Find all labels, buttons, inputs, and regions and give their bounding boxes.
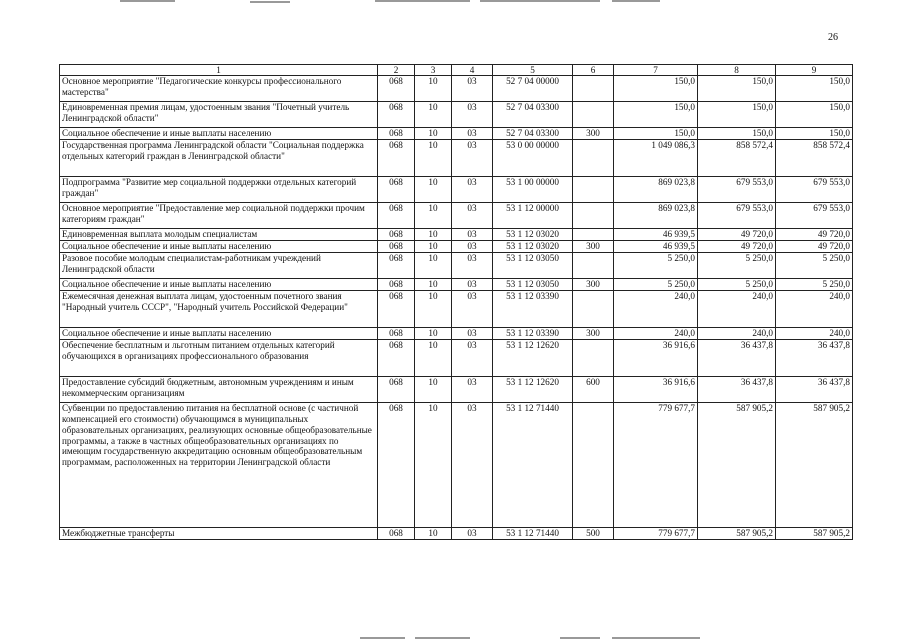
- cell-amount-year1: 1 049 086,3: [614, 140, 698, 177]
- cell-expense-type: 600: [573, 377, 614, 403]
- row-name: Социальное обеспечение и иные выплаты населению: [60, 241, 378, 253]
- row-name: Социальное обеспечение и иные выплаты населению: [60, 128, 378, 140]
- cell-amount-year2: 49 720,0: [698, 241, 776, 253]
- column-header: 5: [493, 65, 573, 76]
- cell-code-section: 10: [415, 291, 452, 328]
- cell-amount-year2: 240,0: [698, 291, 776, 328]
- cell-amount-year1: 5 250,0: [614, 253, 698, 279]
- cell-code-section: 10: [415, 340, 452, 377]
- cell-code-ministry: 068: [378, 253, 415, 279]
- cell-target-article: 53 0 00 00000: [493, 140, 573, 177]
- cell-target-article: 53 1 12 12620: [493, 340, 573, 377]
- column-header: 1: [60, 65, 378, 76]
- cell-amount-year3: 240,0: [776, 291, 853, 328]
- row-name: Разовое пособие молодым специалистам-работникам учреждений Ленинградской области: [60, 253, 378, 279]
- cell-target-article: 53 1 00 00000: [493, 177, 573, 203]
- page-number: 26: [828, 32, 838, 43]
- cell-code-subsection: 03: [452, 528, 493, 540]
- row-name: Межбюджетные трансферты: [60, 528, 378, 540]
- cell-code-subsection: 03: [452, 241, 493, 253]
- cell-expense-type: [573, 253, 614, 279]
- cell-code-subsection: 03: [452, 403, 493, 528]
- cell-amount-year1: 240,0: [614, 291, 698, 328]
- cell-code-section: 10: [415, 229, 452, 241]
- table-row: [60, 128, 853, 140]
- cell-code-subsection: 03: [452, 253, 493, 279]
- cell-target-article: 53 1 12 03390: [493, 291, 573, 328]
- column-header: 4: [452, 65, 493, 76]
- cell-code-section: 10: [415, 128, 452, 140]
- cell-target-article: 53 1 12 12620: [493, 377, 573, 403]
- row-name: Социальное обеспечение и иные выплаты населению: [60, 279, 378, 291]
- cell-code-ministry: 068: [378, 102, 415, 128]
- cell-amount-year2: 587 905,2: [698, 528, 776, 540]
- table-row: [60, 253, 853, 279]
- cell-code-section: 10: [415, 241, 452, 253]
- cell-code-ministry: 068: [378, 328, 415, 340]
- cell-code-ministry: 068: [378, 229, 415, 241]
- table-row: [60, 528, 853, 540]
- cell-code-subsection: 03: [452, 291, 493, 328]
- table-row: [60, 403, 853, 528]
- cell-expense-type: [573, 140, 614, 177]
- cell-amount-year1: 46 939,5: [614, 241, 698, 253]
- cell-target-article: 52 7 04 03300: [493, 102, 573, 128]
- cell-amount-year2: 240,0: [698, 328, 776, 340]
- cell-amount-year3: 5 250,0: [776, 253, 853, 279]
- cell-target-article: 52 7 04 03300: [493, 128, 573, 140]
- cell-code-subsection: 03: [452, 229, 493, 241]
- table-row: [60, 140, 853, 177]
- row-name: Подпрограмма "Развитие мер социальной поддержки отдельных категорий граждан": [60, 177, 378, 203]
- cell-amount-year3: 587 905,2: [776, 403, 853, 528]
- cell-target-article: 53 1 12 03390: [493, 328, 573, 340]
- cell-amount-year1: 150,0: [614, 76, 698, 102]
- cell-expense-type: [573, 102, 614, 128]
- cell-amount-year2: 49 720,0: [698, 229, 776, 241]
- cell-code-subsection: 03: [452, 102, 493, 128]
- row-name: Основное мероприятие "Педагогические конкурсы профессионального мастерства": [60, 76, 378, 102]
- cell-code-ministry: 068: [378, 403, 415, 528]
- cell-code-subsection: 03: [452, 140, 493, 177]
- cell-code-section: 10: [415, 253, 452, 279]
- cell-amount-year3: 49 720,0: [776, 229, 853, 241]
- cell-code-subsection: 03: [452, 128, 493, 140]
- cell-amount-year3: 36 437,8: [776, 377, 853, 403]
- cell-amount-year3: 240,0: [776, 328, 853, 340]
- cell-expense-type: [573, 76, 614, 102]
- cell-code-subsection: 03: [452, 340, 493, 377]
- cell-target-article: 53 1 12 71440: [493, 403, 573, 528]
- row-name: Социальное обеспечение и иные выплаты населению: [60, 328, 378, 340]
- table-row: [60, 177, 853, 203]
- table-row: [60, 328, 853, 340]
- cell-amount-year1: 869 023,8: [614, 177, 698, 203]
- cell-expense-type: 300: [573, 279, 614, 291]
- cell-amount-year1: 150,0: [614, 128, 698, 140]
- cell-code-ministry: 068: [378, 377, 415, 403]
- cell-code-ministry: 068: [378, 279, 415, 291]
- cell-expense-type: [573, 177, 614, 203]
- cell-amount-year3: 49 720,0: [776, 241, 853, 253]
- cell-code-ministry: 068: [378, 177, 415, 203]
- table-row: [60, 241, 853, 253]
- cell-target-article: 53 1 12 03020: [493, 241, 573, 253]
- cell-code-subsection: 03: [452, 203, 493, 229]
- cell-code-subsection: 03: [452, 76, 493, 102]
- table-row: [60, 76, 853, 102]
- cell-code-subsection: 03: [452, 328, 493, 340]
- cell-amount-year3: 150,0: [776, 128, 853, 140]
- cell-target-article: 53 1 12 00000: [493, 203, 573, 229]
- cell-expense-type: [573, 229, 614, 241]
- cell-amount-year3: 858 572,4: [776, 140, 853, 177]
- cell-amount-year2: 858 572,4: [698, 140, 776, 177]
- cell-amount-year1: 779 677,7: [614, 403, 698, 528]
- cell-amount-year2: 587 905,2: [698, 403, 776, 528]
- cell-code-section: 10: [415, 328, 452, 340]
- cell-code-section: 10: [415, 403, 452, 528]
- row-name: Государственная программа Ленинградской области "Социальная поддержка отдельных категорий граждан в Ленинградской области": [60, 140, 378, 177]
- budget-table: [59, 64, 853, 540]
- cell-code-ministry: 068: [378, 340, 415, 377]
- cell-amount-year3: 150,0: [776, 76, 853, 102]
- cell-amount-year1: 150,0: [614, 102, 698, 128]
- table-row: [60, 340, 853, 377]
- column-header: 9: [776, 65, 853, 76]
- cell-amount-year1: 869 023,8: [614, 203, 698, 229]
- cell-amount-year2: 5 250,0: [698, 279, 776, 291]
- cell-amount-year3: 150,0: [776, 102, 853, 128]
- cell-code-section: 10: [415, 279, 452, 291]
- cell-amount-year2: 36 437,8: [698, 377, 776, 403]
- table-row: [60, 229, 853, 241]
- cell-target-article: 53 1 12 03050: [493, 253, 573, 279]
- cell-code-ministry: 068: [378, 140, 415, 177]
- cell-amount-year2: 5 250,0: [698, 253, 776, 279]
- table-row: [60, 102, 853, 128]
- cell-code-ministry: 068: [378, 291, 415, 328]
- cell-amount-year3: 5 250,0: [776, 279, 853, 291]
- cell-amount-year2: 150,0: [698, 128, 776, 140]
- row-name: Ежемесячная денежная выплата лицам, удостоенным почетного звания "Народный учитель СССР", "Народный учитель Российской Федерации": [60, 291, 378, 328]
- cell-code-section: 10: [415, 140, 452, 177]
- cell-amount-year3: 679 553,0: [776, 177, 853, 203]
- cell-code-ministry: 068: [378, 128, 415, 140]
- column-header: 3: [415, 65, 452, 76]
- column-header: 6: [573, 65, 614, 76]
- table-row: [60, 291, 853, 328]
- cell-amount-year3: 36 437,8: [776, 340, 853, 377]
- cell-code-ministry: 068: [378, 203, 415, 229]
- cell-code-subsection: 03: [452, 279, 493, 291]
- row-name: Предоставление субсидий бюджетным, автономным учреждениям и иным некоммерческим организациям: [60, 377, 378, 403]
- cell-code-section: 10: [415, 76, 452, 102]
- cell-amount-year2: 150,0: [698, 102, 776, 128]
- column-header: 8: [698, 65, 776, 76]
- table-row: [60, 377, 853, 403]
- cell-amount-year1: 36 916,6: [614, 340, 698, 377]
- cell-expense-type: 300: [573, 328, 614, 340]
- cell-code-section: 10: [415, 177, 452, 203]
- cell-target-article: 53 1 12 03050: [493, 279, 573, 291]
- cell-amount-year3: 679 553,0: [776, 203, 853, 229]
- cell-amount-year3: 587 905,2: [776, 528, 853, 540]
- cell-expense-type: [573, 340, 614, 377]
- cell-amount-year2: 36 437,8: [698, 340, 776, 377]
- cell-target-article: 53 1 12 71440: [493, 528, 573, 540]
- column-header: 7: [614, 65, 698, 76]
- row-name: Обеспечение бесплатным и льготным питанием отдельных категорий обучающихся в организациях профессионального образования: [60, 340, 378, 377]
- cell-code-ministry: 068: [378, 528, 415, 540]
- cell-target-article: 53 1 12 03020: [493, 229, 573, 241]
- cell-expense-type: 500: [573, 528, 614, 540]
- cell-expense-type: 300: [573, 128, 614, 140]
- table-body: [60, 76, 853, 540]
- cell-code-ministry: 068: [378, 76, 415, 102]
- cell-code-section: 10: [415, 102, 452, 128]
- table-header-row: [60, 65, 853, 76]
- cell-expense-type: 300: [573, 241, 614, 253]
- cell-code-section: 10: [415, 377, 452, 403]
- cell-amount-year1: 779 677,7: [614, 528, 698, 540]
- cell-code-ministry: 068: [378, 241, 415, 253]
- row-name: Единовременная премия лицам, удостоенным звания "Почетный учитель Ленинградской области": [60, 102, 378, 128]
- cell-code-section: 10: [415, 528, 452, 540]
- row-name: Основное мероприятие "Предоставление мер социальной поддержки прочим категориям граждан": [60, 203, 378, 229]
- row-name: Единовременная выплата молодым специалистам: [60, 229, 378, 241]
- cell-expense-type: [573, 203, 614, 229]
- cell-expense-type: [573, 403, 614, 528]
- table-row: [60, 279, 853, 291]
- cell-amount-year1: 240,0: [614, 328, 698, 340]
- cell-amount-year1: 46 939,5: [614, 229, 698, 241]
- cell-amount-year2: 150,0: [698, 76, 776, 102]
- cell-amount-year2: 679 553,0: [698, 203, 776, 229]
- cell-code-subsection: 03: [452, 177, 493, 203]
- cell-amount-year1: 5 250,0: [614, 279, 698, 291]
- cell-amount-year2: 679 553,0: [698, 177, 776, 203]
- cell-expense-type: [573, 291, 614, 328]
- row-name: Субвенции по предоставлению питания на бесплатной основе (с частичной компенсацией его стоимости) обучающимся в муниципальных образовательных организациях, реализующих основные общеобразовательные программы, а также в частных общеобразовательных организациях по имеющим государственную аккредитацию основным общеобразовательным программам, расположенных на территории Ленинградской области: [60, 403, 378, 528]
- cell-code-subsection: 03: [452, 377, 493, 403]
- cell-amount-year1: 36 916,6: [614, 377, 698, 403]
- cell-target-article: 52 7 04 00000: [493, 76, 573, 102]
- column-header: 2: [378, 65, 415, 76]
- table-row: [60, 203, 853, 229]
- cell-code-section: 10: [415, 203, 452, 229]
